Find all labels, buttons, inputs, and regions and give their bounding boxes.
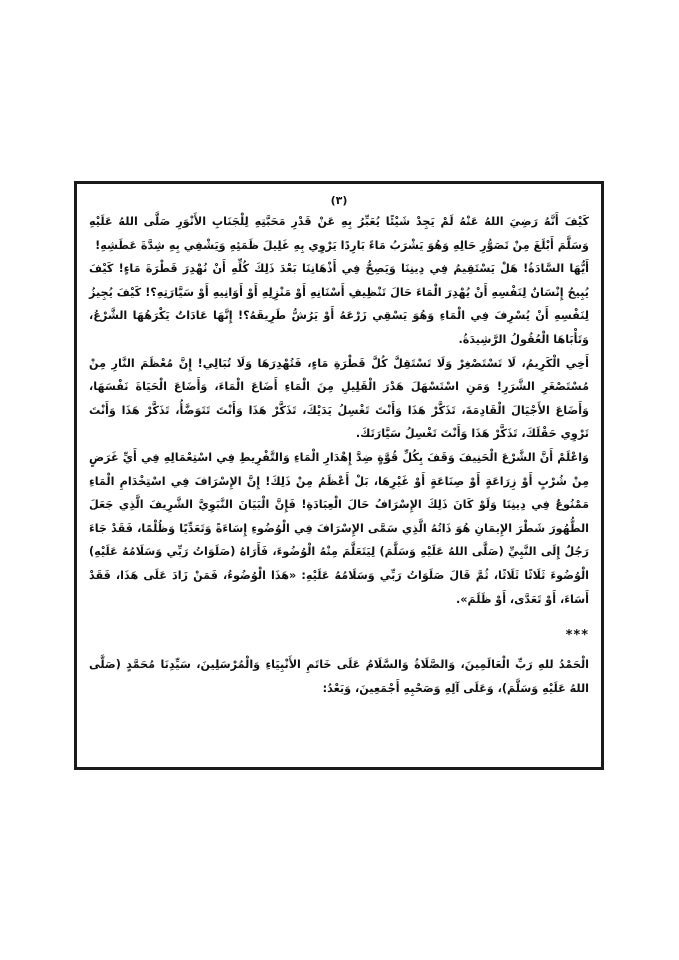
article-body bbox=[89, 210, 589, 700]
page-frame bbox=[74, 181, 604, 770]
paragraph-2: أَيُّهَا السَّادَةُ! هَلْ يَسْتَقِيمُ فِي دِينِنَا وَيَصِحُّ فِي أَذْهَانِنَا بَعْدَ ذَلِكَ كُلِّهِ أَنْ نُهْدِرَ قَطْرَةَ مَاءٍ! كَيْفَ يُبِيحُ إِنْسَانٌ لِنَفْسِهِ أَنْ يُهْدِرَ الْمَاءَ حَالَ تَنْظِيفِ أَسْنَانِهِ أَوْ مَنْزِلِهِ أَوْ أَوَانِيهِ أَوْ سَيَّارَتِهِ؟! كَيْفَ يُجِيزُ لِنَفْسِهِ أَنْ يُسْرِفَ فِي الْمَاءِ وَهُوَ يَسْقِي زَرْعَهُ أَوْ يَرُشُّ طَرِيقَهُ؟! إِنَّهَا عَادَاتٌ يَكْرَهُهَا الشَّرْعُ، وَتَأْبَاهَا الْعُقُولُ الرَّشِيدَةُ. bbox=[89, 262, 589, 346]
paragraph-3: أَخِي الْكَرِيمُ، لَا تَسْتَصْغِرْ وَلَا تَسْتَقِلَّ كُلَّ قَطْرَةِ مَاءٍ، فَتُهْدِرَهَا وَلَا تُبَالِي! إِنَّ مُعْظَمَ النَّارِ مِنْ مُسْتَصْغَرِ الشَّرَرِ! وَمَنِ اسْتَسْهَلَ هَدْرَ الْقَلِيلِ مِنَ الْمَاءِ أَضَاعَ الْمَاءَ، وَأَضَاعَ الْحَيَاةَ نَفْسَهَا، وَأَضَاعَ الأَجْيَالَ الْقَادِمَةَ، تَذَكَّرْ هَذَا وَأَنْتَ تَغْسِلُ يَدَيْكَ، تَذَكَّرْ هَذَا وَأَنْتَ تَتَوَضَّأُ، تَذَكَّرْ هَذَا وَأَنْتَ تَرْوِي حَقْلَكَ، تَذَكَّرْ هَذَا وَأَنْتَ تَغْسِلُ سَيَّارَتَكَ. bbox=[89, 356, 589, 441]
paragraph-4: وَاعْلَمْ أَنَّ الشَّرْعَ الْحَنِيفَ وَقَفَ بِكُلِّ قُوَّةٍ ضِدَّ إِهْدَارِ الْمَاءِ وَالتَّفْرِيطِ فِي اسْتِعْمَالِهِ فِي أَيِّ غَرَضٍ مِنْ شُرْبٍ أَوْ زِرَاعَةٍ أَوْ صِنَاعَةٍ أَوْ غَيْرِهَا، بَلْ أَعْظَمُ مِنْ ذَلِكَ! إِنَّ الإِسْرَافَ فِي اسْتِخْدَامِ الْمَاءِ مَمْنُوعٌ فِي دِينِنَا وَلَوْ كَانَ ذَلِكَ الإِسْرَافُ حَالَ الْعِبَادَةِ! فَإِنَّ الْبَيَانَ النَّبَوِيَّ الشَّرِيفَ الَّذِي جَعَلَ الطُّهُورَ شَطْرَ الإِيمَانِ هُوَ ذَاتُهُ الَّذِي سَمَّى الإِسْرَافَ فِي الْوُضُوءِ إِسَاءَةً وَتَعَدِّيًا وَظُلْمًا، فَقَدْ جَاءَ رَجُلٌ إِلَى النَّبِيِّ (صَلَّى اللهُ عَلَيْهِ وَسَلَّمَ) لِيَتَعَلَّمَ مِنْهُ الْوُضُوءَ، فَأَرَاهُ (صَلَوَاتُ رَبِّي وَسَلَامُهُ عَلَيْهِ) الْوُضُوءَ ثَلَاثًا ثَلَاثًا، ثُمَّ قَالَ صَلَوَاتُ رَبِّي وَسَلَامُهُ عَلَيْهِ: «هَذَا الْوُضُوءُ، فَمَنْ زَادَ عَلَى هَذَا، فَقَدْ أَسَاءَ، أَوْ تَعَدَّى، أَوْ ظَلَمَ». bbox=[89, 450, 589, 606]
section-separator: *** bbox=[565, 628, 589, 644]
page-number: (٣) bbox=[330, 194, 348, 207]
closing-paragraph: الْحَمْدُ للهِ رَبِّ الْعَالَمِينَ، وَالصَّلَاةُ وَالسَّلَامُ عَلَى خَاتَمِ الأَنْبِيَاءِ وَالْمُرْسَلِينَ، سَيِّدِنَا مُحَمَّدٍ (صَلَّى اللهُ عَلَيْهِ وَسَلَّمَ)، وَعَلَى آلِهِ وَصَحْبِهِ أَجْمَعِينَ، وَبَعْدُ: bbox=[89, 658, 589, 695]
paragraph-1: كَيْفَ أَنَّهُ رَضِيَ اللهُ عَنْهُ لَمْ يَجِدْ شَيْئًا يُعَبِّرُ بِهِ عَنْ قَدْرِ مَحَبَّتِهِ لِلْجَنَابِ الأَنْوَرِ صَلَّى اللهُ عَلَيْهِ وَسَلَّمَ أَبْلَغَ مِنْ تَصَوُّرِ حَالِهِ وَهُوَ يَشْرَبُ مَاءً بَارِدًا يَرْوِي بِهِ غَلِيلَ ظَمَئِهِ وَيَشْفِي بِهِ شِدَّةَ عَطَشِهِ! bbox=[89, 215, 589, 252]
